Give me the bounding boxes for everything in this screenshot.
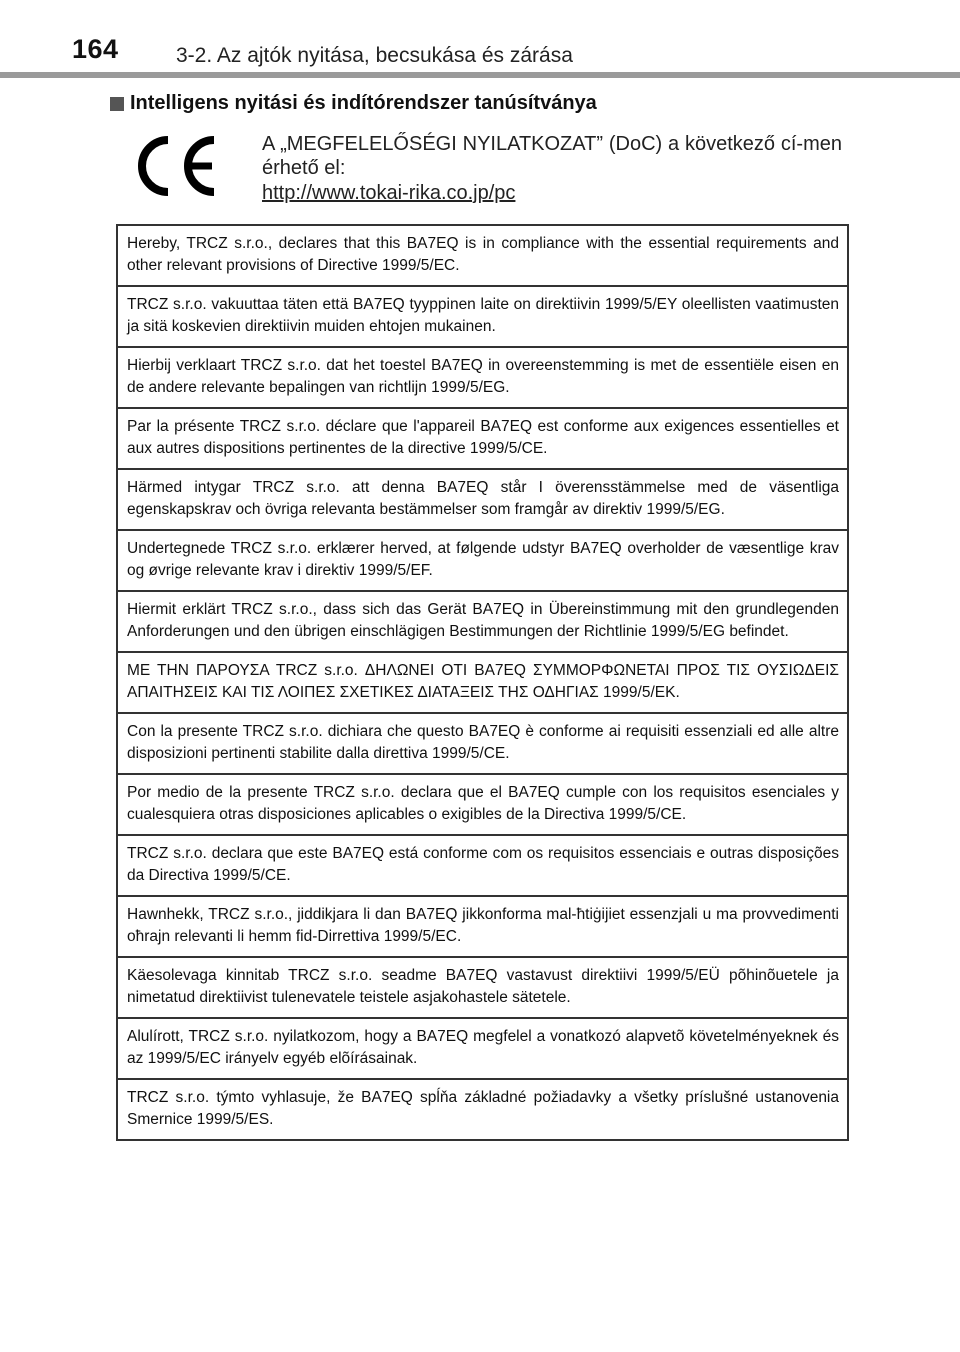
declaration-row: Käesolevaga kinnitab TRCZ s.r.o. seadme BA7EQ vastavust direktiivi 1999/5/EÜ põhinõuetele ja nimetatud direktiivist tulenevatele teistele asjakohastele sätetele. xyxy=(118,958,847,1019)
declaration-row: Alulírott, TRCZ s.r.o. nyilatkozom, hogy a BA7EQ megfelel a vonatkozó alapvetõ követelményeknek és az 1999/5/EC irányelv egyéb elõírásainak. xyxy=(118,1019,847,1080)
declaration-row: Con la presente TRCZ s.r.o. dichiara che questo BA7EQ è conforme ai requisiti essenziali ed alle altre disposizioni pertinenti stabilite dalla direttiva 1999/5/CE. xyxy=(118,714,847,775)
declaration-row: Hereby, TRCZ s.r.o., declares that this BA7EQ is in compliance with the essential requirements and other relevant provisions of Directive 1999/5/EC. xyxy=(118,226,847,287)
square-bullet-icon xyxy=(110,97,124,111)
declaration-row: Undertegnede TRCZ s.r.o. erklærer herved, at følgende udstyr BA7EQ overholder de væsentlige krav og øvrige relevante krav i direktiv 1999/5/EF. xyxy=(118,531,847,592)
declaration-row: Hiermit erklärt TRCZ s.r.o., dass sich das Gerät BA7EQ in Übereinstimmung mit den grundlegenden Anforderungen und den übrigen einschlägigen Bestimmungen der Richtlinie 1999/5/EG befindet. xyxy=(118,592,847,653)
page-header xyxy=(0,0,960,72)
section-title: Intelligens nyitási és indítórendszer tanúsítványa xyxy=(130,92,597,114)
declaration-row: Par la présente TRCZ s.r.o. déclare que l'appareil BA7EQ est conforme aux exigences essentielles et aux autres dispositions pertinentes de la directive 1999/5/CE. xyxy=(118,409,847,470)
declaration-row: ΜΕ ΤΗΝ ΠΑΡΟΥΣΑ TRCZ s.r.o. ΔΗΛΩΝΕΙ ΟΤΙ BA7EQ ΣΥΜΜΟΡΦΩΝΕΤΑΙ ΠΡΟΣ ΤΙΣ ΟΥΣΙΩΔΕΙΣ ΑΠΑΙΤΗΣΕΙΣ ΚΑΙ ΤΙΣ ΛΟΙΠΕΣ ΣΧΕΤΙΚΕΣ ΔΙΑΤΑΞΕΙΣ ΤΗΣ ΟΔΗΓΙΑΣ 1999/5/ΕΚ. xyxy=(118,653,847,714)
declaration-row: Hierbij verklaart TRCZ s.r.o. dat het toestel BA7EQ in overeenstemming is met de essentiële eisen en de andere relevante bepalingen van richtlijn 1999/5/EG. xyxy=(118,348,847,409)
declaration-row: Por medio de la presente TRCZ s.r.o. declara que el BA7EQ cumple con los requisitos esenciales y cualesquiera otras disposiciones aplicables o exigibles de la Directiva 1999/5/CE. xyxy=(118,775,847,836)
doc-availability-text: A „MEGFELELŐSÉGI NYILATKOZAT” (DoC) a következő cí-men érhető el: xyxy=(262,133,842,179)
declaration-row: Hawnhekk, TRCZ s.r.o., jiddikjara li dan BA7EQ jikkonforma mal-ħtiġijiet essenzjali u ma provvedimenti oħrajn relevanti li hemm fid-Dirrettiva 1999/5/EC. xyxy=(118,897,847,958)
chapter-title: 3-2. Az ajtók nyitása, becsukása és zárása xyxy=(176,44,573,67)
page-number: 164 xyxy=(72,34,119,64)
declarations-table xyxy=(116,224,849,1141)
declaration-row: TRCZ s.r.o. týmto vyhlasuje, že BA7EQ spĺňa základné požiadavky a všetky príslušné ustanovenia Smernice 1999/5/ES. xyxy=(127,1089,839,1128)
ce-mark-icon xyxy=(124,134,224,198)
declaration-row: TRCZ s.r.o. declara que este BA7EQ está conforme com os requisitos essenciais e outras disposições da Directiva 1999/5/CE. xyxy=(118,836,847,897)
section-heading xyxy=(110,92,597,115)
header-divider xyxy=(0,72,960,78)
declaration-row: Härmed intygar TRCZ s.r.o. att denna BA7EQ står I överensstämmelse med de väsentliga egenskapskrav och övriga relevanta bestämmelser som framgår av direktiv 1999/5/EG. xyxy=(118,470,847,531)
doc-url-link[interactable]: http://www.tokai-rika.co.jp/pc xyxy=(262,182,516,204)
declaration-row: TRCZ s.r.o. vakuuttaa täten että BA7EQ tyyppinen laite on direktiivin 1999/5/EY oleellisten vaatimusten ja sitä koskevien direktiivin muiden ehtojen mukainen. xyxy=(118,287,847,348)
